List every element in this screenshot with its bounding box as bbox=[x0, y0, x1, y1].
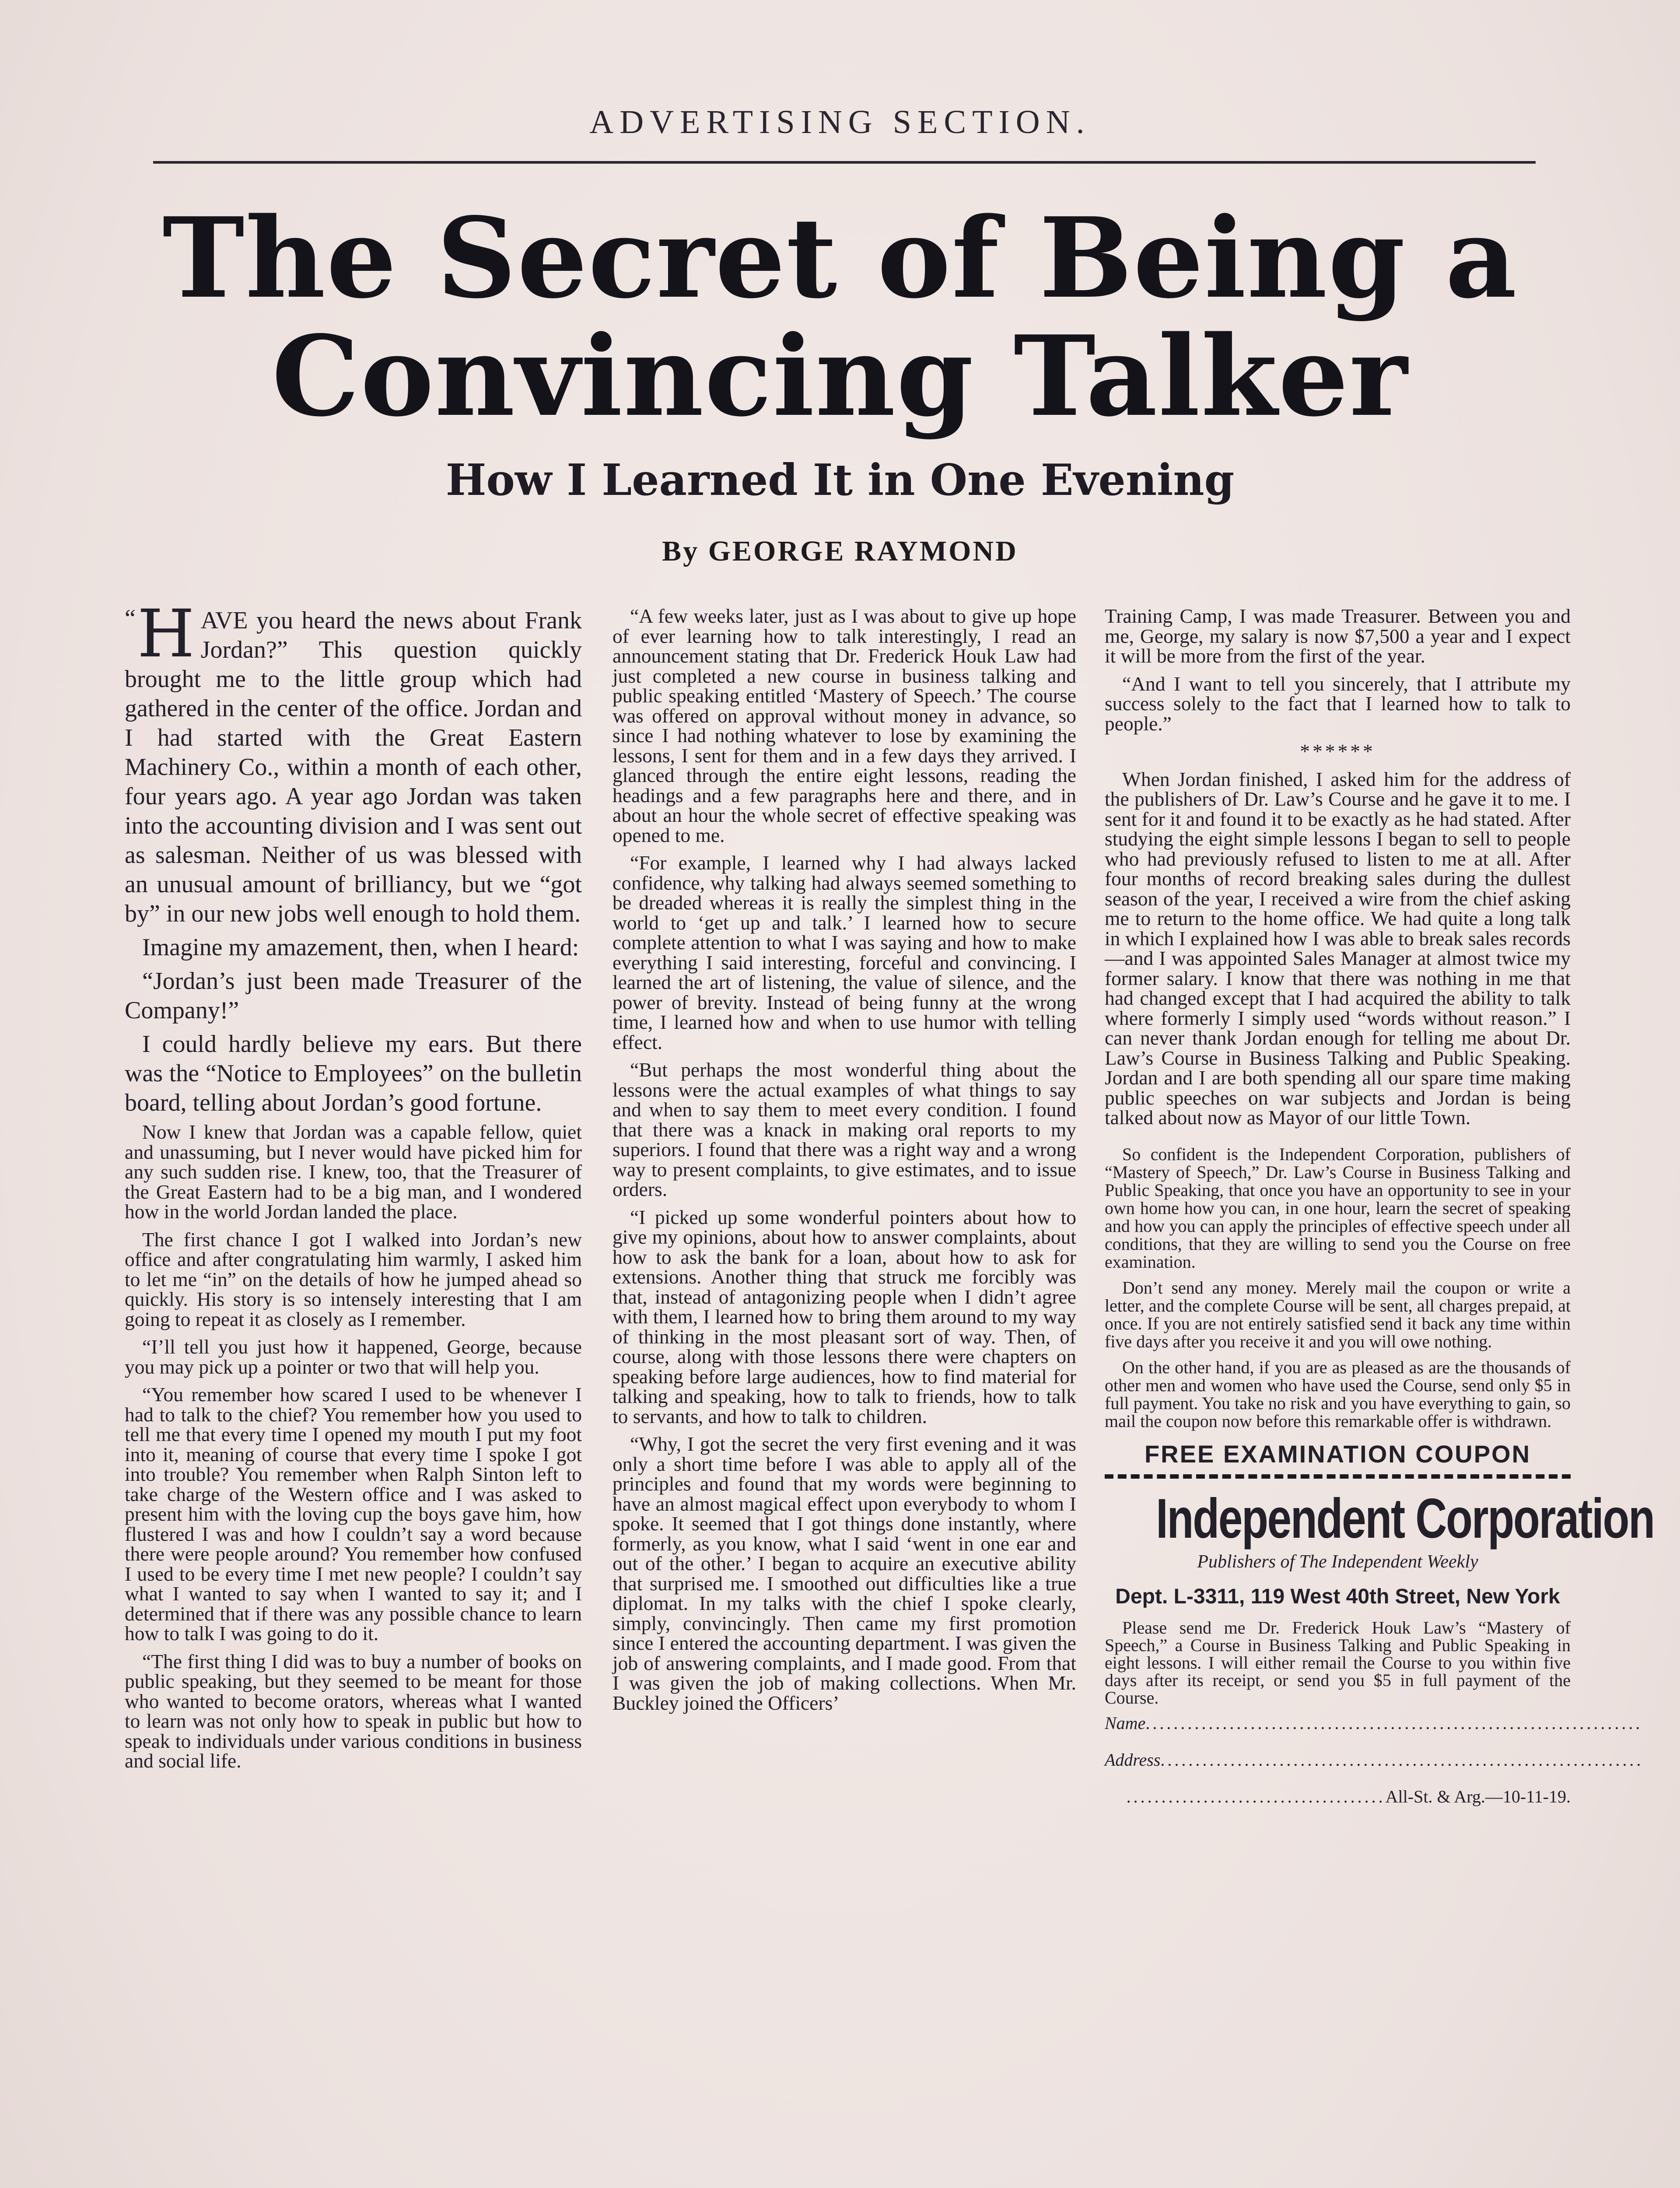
company-name: Independent Corporation bbox=[1156, 1487, 1654, 1550]
subheadline: How I Learned It in One Evening bbox=[445, 455, 1235, 505]
byline: By GEORGE RAYMOND bbox=[662, 535, 1018, 567]
column-1-small-text bbox=[125, 1122, 582, 1771]
paragraph: “But perhaps the most wonderful thing about the lessons were the actual examples of what things to say and when to say them to meet every condition. I found that there was a knack in making oral reports to my superiors. I found that there was a right way and a wrong way to present complaints, to give estimates, and to issue orders. bbox=[612, 1059, 1076, 1200]
column-1-large-text bbox=[125, 596, 582, 1118]
column-3-text bbox=[1105, 606, 1571, 1128]
coupon-title: FREE EXAMINATION COUPON bbox=[1144, 1440, 1531, 1468]
coupon-cut-line bbox=[1105, 1474, 1571, 1479]
offer-paragraph: Don’t send any money. Merely mail the coupon or write a letter, and the complete Course will be sent, all charges prepaid, at once. If you are not entirely satisfied send it back any time within five days after you receive it and you will owe nothing. bbox=[1105, 1277, 1571, 1351]
address-label: Address bbox=[1105, 1750, 1161, 1770]
coupon-body: Please send me Dr. Frederick Houk Law’s “Mastery of Speech,” a Course in Business Talking and Public Speaking in eight lessons. I will either remail the Course to you within five days after its receipt, or send you $5 in full payment of the Course. bbox=[1105, 1617, 1571, 1708]
paragraph: “I’ll tell you just how it happened, George, because you may pick up a pointer or two that will help you. bbox=[125, 1336, 582, 1378]
coupon-extra-line[interactable] bbox=[1105, 1788, 1571, 1806]
opening-text: AVE you heard the news about Frank Jordan?” This question quickly brought me to the little group which had gathered in the center of the office. Jordan and I had started with the Great Eastern Machinery Co., within a month of each other, four years ago. A year ago Jordan was taken into the accounting division and I was sent out as salesman. Neither of us was blessed with an unusual amount of brilliancy, but we “got by” in our new jobs well enough to hold them. bbox=[125, 607, 582, 927]
address-fill-line[interactable]: ..................................................................... bbox=[1160, 1750, 1644, 1770]
offer-text bbox=[1105, 1145, 1571, 1430]
coupon-name-field[interactable] bbox=[1105, 1713, 1643, 1733]
paragraph: I could hardly believe my ears. But there was the “Notice to Employees” on the bulletin board, telling about Jordan’s good fortune. bbox=[125, 1031, 582, 1116]
paragraph: Imagine my amazement, then, when I heard: bbox=[142, 934, 579, 961]
paragraph: When Jordan finished, I asked him for the address of the publishers of Dr. Law’s Course and he gave it to me. I sent for it and found it to be exactly as he had stated. After studying the eight simple lessons I began to sell to people who had previously refused to listen to me at all. After four months of record breaking sales during the dullest season of the year, I received a wire from the chief asking me to return to the home office. We had quite a long talk in which I explained how I was able to break sales records—and I was appointed Sales Manager at almost twice my former salary. I know that there was nothing in me that had changed except that I had acquired the ability to talk where formerly I simply used “words without reason.” I can never thank Jordan enough for telling me about Dr. Law’s Course in Business Talking and Public Speaking. Jordan and I are both spending all our spare time making public speeches on war subjects and Jordan is being talked about now as Mayor of our little Town. bbox=[1105, 768, 1571, 1129]
article-column-3 bbox=[1105, 605, 1654, 2188]
offer-paragraph: On the other hand, if you are as pleased as are the thousands of other men and women who have used the Course, send only $5 in full payment. You take no risk and you have everything to gain, so mail the coupon now before this remarkable offer is withdrawn. bbox=[1105, 1357, 1571, 1431]
paragraph: “You remember how scared I used to be whenever I had to talk to the chief? You remember how you used to tell me that every time I opened my mouth I put my foot into it, meaning of course that every time I spoke I got into trouble? You remember when Ralph Sinton left to take charge of the Western office and I was asked to present him with the loving cup the boys gave him, how flustered I was and how I couldn’t say a word because there were people around? You remember how confused I used to be every time I met new people? I couldn’t say what I wanted to say when I wanted to say it; and I determined that if there was any possible chance to learn how to talk I was going to do it. bbox=[125, 1383, 582, 1645]
column-2-text bbox=[612, 606, 1076, 1713]
article-column-2 bbox=[612, 606, 1076, 2188]
paragraph: “Jordan’s just been made Treasurer of the Company!” bbox=[125, 968, 582, 1024]
paragraph: Training Camp, I was made Treasurer. Between you and me, George, my salary is now $7,500 a year and I expect it will be more from the first of the year. bbox=[1105, 605, 1571, 667]
paragraph: “A few weeks later, just as I was about to give up hope of ever learning how to talk interestingly, I read an announcement stating that Dr. Frederick Houk Law had just completed a new course in business talking and public speaking entitled ‘Mastery of Speech.’ The course was offered on approval without money in advance, so since I had nothing whatever to lose by examining the lessons, I sent for them and in a few days they arrived. I glanced through the entire eight lessons, reading the headings and a few paragraphs here and there, and in about an hour the whole secret of effective speaking was opened to me. bbox=[612, 605, 1076, 846]
article-column-1 bbox=[125, 596, 582, 2188]
paragraph: “And I want to tell you sincerely, that I attribute my success solely to the fact that I learned how to talk to people.” bbox=[1105, 672, 1571, 735]
headline-line-1: The Secret of Being a bbox=[162, 193, 1518, 323]
name-label: Name bbox=[1105, 1713, 1146, 1733]
opening-quote: “ bbox=[125, 605, 136, 632]
paragraph: “Why, I got the secret the very first evening and it was only a short time before I was able to apply all of the principles and found that my words were beginning to have an almost magical effect upon everybody to whom I spoke. It seemed that I got things done instantly, where formerly, as you know, what I said ‘went in one ear and out of the other.’ I began to acquire an executive ability that surprised me. I smoothed out difficulties like a true diplomat. In my talks with the chief I spoke clearly, simply, convincingly. Then came my first promotion since I entered the accounting department. I was given the job of answering complaints, and I made good. From that I was given the job of making collections. When Mr. Buckley joined the Officers’ bbox=[612, 1433, 1076, 1714]
paragraph: “For example, I learned why I had always lacked confidence, why talking had always seemed something to be dreaded whereas it is really the simplest thing in the world to ‘get up and talk.’ I learned how to secure complete attention to what I was saying and how to make everything I said interesting, forceful and convincing. I learned the art of listening, the value of silence, and the power of brevity. Instead of being funny at the wrong time, I learned how and when to use humor with telling effect. bbox=[612, 852, 1076, 1053]
section-separator: ****** bbox=[1300, 740, 1376, 762]
paragraph: “The first thing I did was to buy a number of books on public speaking, but they seemed to be meant for those who wanted to become orators, whereas what I wanted to learn was not only how to speak in public but how to speak to individuals under various conditions in business and social life. bbox=[125, 1650, 582, 1772]
publisher-line: Publishers of The Independent Weekly bbox=[1197, 1551, 1478, 1572]
name-fill-line[interactable]: ....................................................................... bbox=[1145, 1713, 1643, 1733]
coupon-address-field[interactable] bbox=[1105, 1750, 1644, 1770]
section-header: ADVERTISING SECTION. bbox=[589, 104, 1091, 140]
paragraph: “I picked up some wonderful pointers about how to give my opinions, about how to answer complaints, about how to ask the bank for a loan, about how to ask for extensions. Another thing that struck me forcibly was that, instead of antagonizing people when I didn’t agree with them, I learned how to bring them around to my way of thinking in the most pleasant sort of way. Then, of course, along with those lessons there were chapters on speaking before large audiences, how to find material for talking and speaking, how to talk to friends, how to talk to servants, and how to talk to children. bbox=[612, 1206, 1076, 1427]
coupon-code: All-St. & Arg.—10-11-19. bbox=[1385, 1786, 1571, 1806]
header-rule bbox=[153, 161, 1536, 164]
company-address: Dept. L-3311, 119 West 40th Street, New York bbox=[1115, 1585, 1560, 1608]
drop-cap: H bbox=[137, 596, 195, 672]
free-examination-coupon bbox=[1105, 1440, 1654, 1806]
paragraph: Now I knew that Jordan was a capable fellow, quiet and unassuming, but I never would have picked him for any such sudden rise. I knew, too, that the Treasurer of the Great Eastern had to be a big man, and I wondered how in the world Jordan landed the place. bbox=[125, 1121, 582, 1223]
headline-line-2: Convincing Talker bbox=[272, 312, 1408, 441]
offer-paragraph: So confident is the Independent Corporation, publishers of “Mastery of Speech,” Dr. Law’s Course in Business Talking and Public Speaking, that once you have an opportunity to see in your own home how you can, in one hour, learn the secret of speaking and how you can apply the principles of effective speech under all conditions, that they are willing to send you the Course on free examination. bbox=[1105, 1144, 1571, 1272]
extra-fill-line[interactable]: ..................................... bbox=[1126, 1786, 1386, 1806]
opening-paragraph bbox=[125, 596, 582, 929]
paragraph: The first chance I got I walked into Jordan’s new office and after congratulating him warmly, I asked him to let me “in” on the details of how he jumped ahead so quickly. His story is so intensely interesting that I am going to repeat it as closely as I remember. bbox=[125, 1228, 582, 1330]
